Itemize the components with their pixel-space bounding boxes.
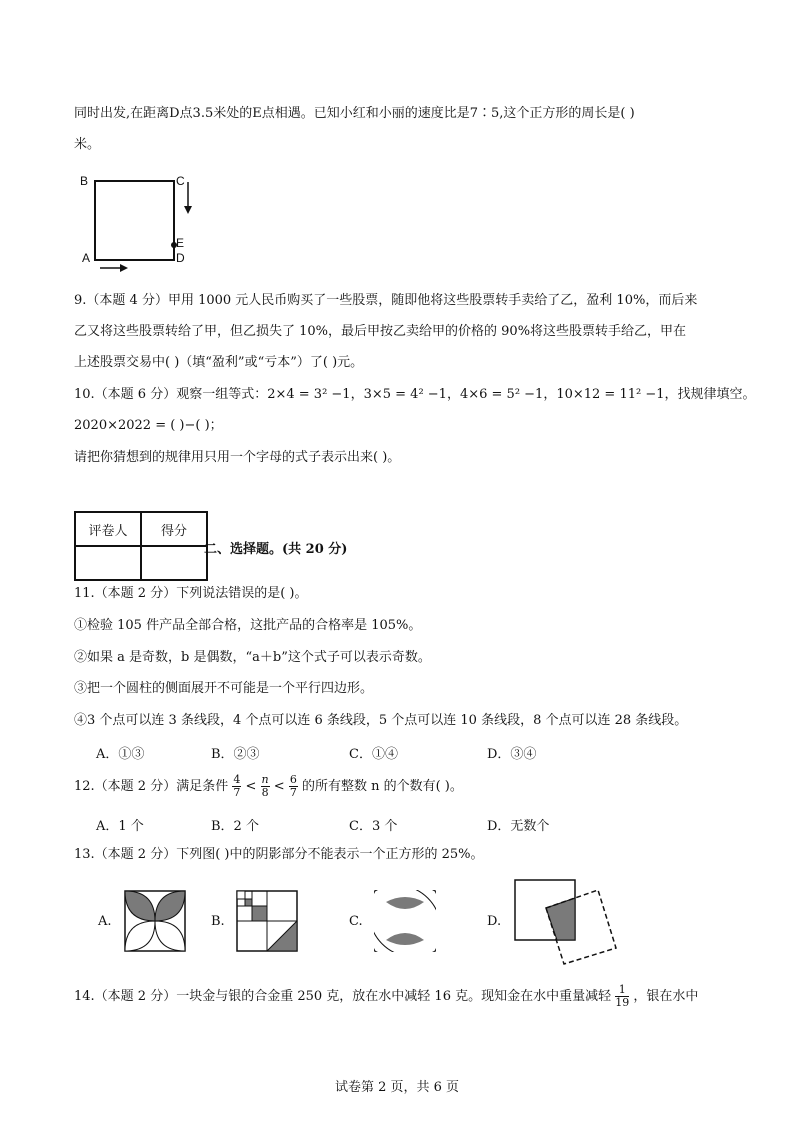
frac2-num: n (261, 773, 269, 786)
right-arrow-icon (120, 264, 128, 272)
q12-prefix: 12.（本题 2 分）满足条件 (74, 779, 229, 794)
q11-statement-1: ①检验 105 件产品全部合格，这批产品的合格率是 105%。 (74, 618, 422, 633)
frac3-den: 7 (289, 786, 297, 799)
q10-line2: 2020×2022 = ( )−( )； (74, 418, 223, 433)
down-arrow-icon (184, 206, 192, 214)
q11-option-c[interactable]: C．①④ (349, 747, 398, 762)
q9-line2: 乙又将这些股票转给了甲，但乙损失了 10%，最后甲按乙卖给甲的价格的 90%将这些股票转手给乙，甲在 (74, 324, 687, 339)
q12-suffix: 的所有整数 n 的个数有( )。 (301, 779, 463, 794)
score-table (74, 511, 208, 581)
q11-option-b[interactable]: B．②③ (211, 747, 260, 762)
q12-option-a[interactable]: A．1 个 (96, 819, 144, 834)
q12-option-c[interactable]: C．3 个 (349, 819, 398, 834)
score-cell-score[interactable] (141, 546, 207, 580)
q13-label-c[interactable]: C. (349, 914, 363, 929)
q12-stem (74, 772, 463, 802)
q11-statement-4: ④3 个点可以连 3 条线段，4 个点可以连 6 条线段，5 个点可以连 10 条线段，8 个点可以连 28 条线段。 (74, 713, 688, 728)
q11-statement-2: ②如果 a 是奇数，b 是偶数，“a＋b”这个式子可以表示奇数。 (74, 650, 431, 665)
q11-option-a[interactable]: A．①③ (96, 747, 145, 762)
figure-b-grid (236, 890, 298, 952)
q11-stem: 11.（本题 2 分）下列说法错误的是( )。 (74, 586, 308, 601)
figure-d-overlap (514, 878, 626, 968)
q12-option-d[interactable]: D．无数个 (487, 819, 550, 834)
q9-line1: 9.（本题 4 分）甲用 1000 元人民币购买了一些股票，随即他将这些股票转手卖给了乙，盈利 10%，而后来 (74, 293, 698, 308)
label-c: C (176, 174, 185, 188)
q14-suffix: ，银在水中 (633, 989, 699, 1004)
q10-line1: 10.（本题 6 分）观察一组等式：2×4 = 3² −1，3×5 = 4² −1，4×6 = 5² −1，10×12 = 11² −1，找规律填空。 (74, 387, 756, 402)
fraction-4-7 (232, 774, 241, 799)
q10-line3: 请把你猜想到的规律用只用一个字母的式子表示出来( )。 (74, 450, 401, 465)
lt-sign-2: < (273, 779, 285, 794)
q11-option-d[interactable]: D．③④ (487, 747, 537, 762)
square-outline (95, 181, 174, 260)
q13-label-a[interactable]: A. (98, 914, 112, 929)
q14-frac-num: 1 (615, 984, 629, 997)
q13-label-b[interactable]: B. (211, 914, 225, 929)
lt-sign-1: < (245, 779, 257, 794)
q8-line1: 同时出发,在距离D点3.5米处的E点相遇。已知小红和小丽的速度比是7∶5,这个正方形的周长是( ) (74, 106, 635, 121)
section-heading: 二、选择题。(共 20 分) (204, 542, 348, 557)
q13-stem: 13.（本题 2 分）下列图( )中的阴影部分不能表示一个正方形的 25%。 (74, 847, 484, 862)
score-header-score: 得分 (141, 512, 207, 546)
label-d: D (176, 251, 185, 265)
score-cell-grader[interactable] (75, 546, 141, 580)
q14-stem (74, 982, 698, 1012)
fraction-n-8 (261, 774, 270, 799)
q13-label-d[interactable]: D. (487, 914, 502, 929)
q11-statement-3: ③把一个圆柱的侧面展开不可能是一个平行四边形。 (74, 681, 374, 696)
square-path-figure (78, 172, 208, 272)
frac1-den: 7 (233, 786, 241, 799)
q9-line3: 上述股票交易中( )（填“盈利”或“亏本”）了( )元。 (74, 355, 364, 370)
frac3-num: 6 (289, 773, 297, 786)
q8-line2: 米。 (74, 137, 101, 152)
frac2-den: 8 (261, 786, 269, 799)
score-header-grader: 评卷人 (75, 512, 141, 546)
frac1-num: 4 (233, 773, 241, 786)
figure-a-petals (124, 890, 186, 952)
label-e: E (176, 236, 185, 250)
label-b: B (80, 174, 89, 188)
q14-prefix: 14.（本题 2 分）一块金与银的合金重 250 克，放在水中减轻 16 克。现知金在水中重量减轻 (74, 989, 612, 1004)
page-footer: 试卷第 2 页，共 6 页 (334, 1080, 460, 1095)
q12-option-b[interactable]: B．2 个 (211, 819, 259, 834)
figure-c-arcs (374, 890, 436, 952)
q14-frac-den: 19 (615, 996, 630, 1009)
fraction-1-19 (615, 984, 629, 1009)
fraction-6-7 (289, 774, 298, 799)
label-a: A (82, 251, 91, 265)
